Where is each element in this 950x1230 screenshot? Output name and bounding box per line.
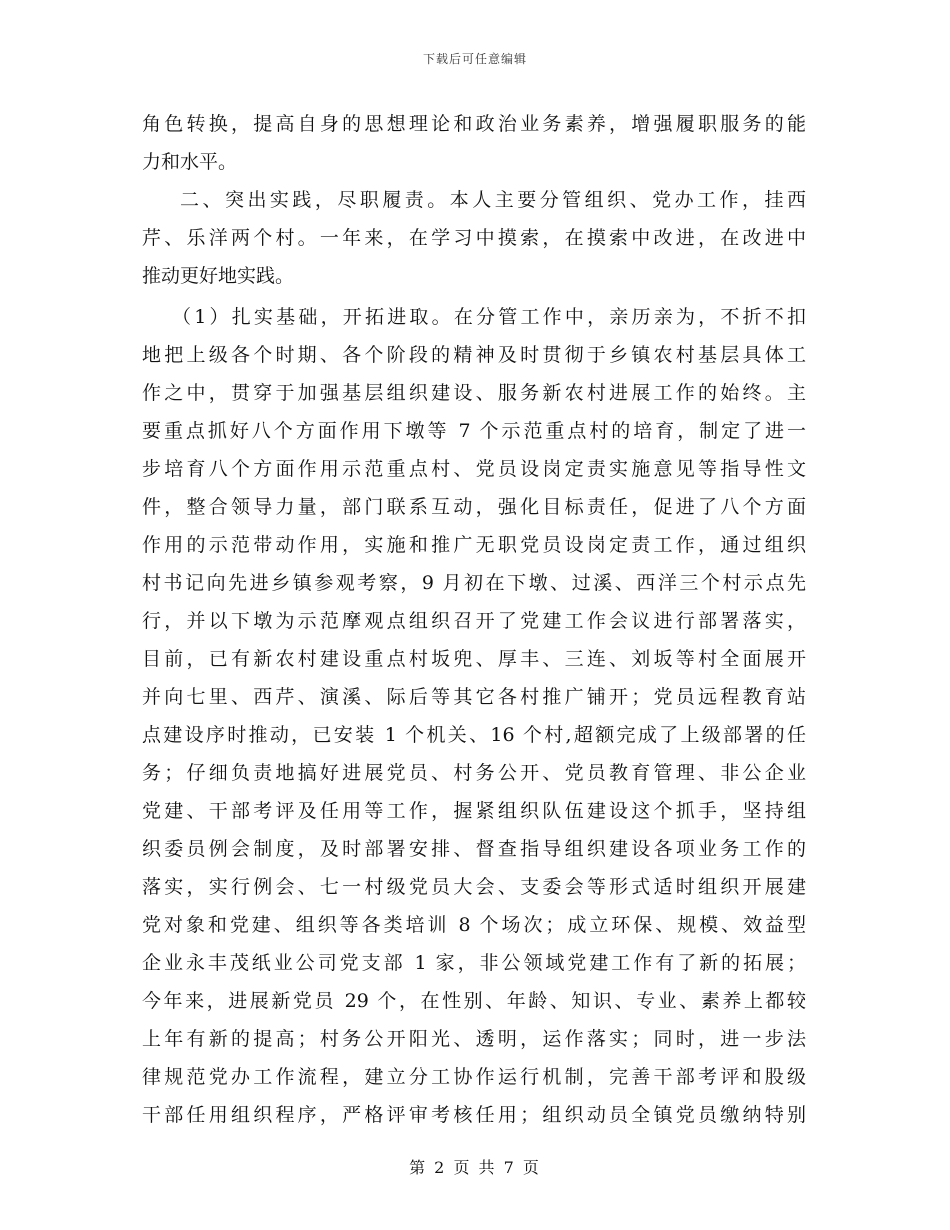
text-line: 芹、乐洋两个村。一年来，在学习中摸索，在摸索中改进，在改进中 bbox=[142, 227, 806, 249]
document-body bbox=[142, 105, 806, 1134]
page-number: 第 2 页 共 7 页 bbox=[409, 1158, 541, 1177]
text-line: 村书记向先进乡镇参观考察，9 月初在下墩、过溪、西洋三个村示点先 bbox=[142, 572, 806, 594]
text-line: 角色转换，提高自身的思想理论和政治业务素养，增强履职服务的能 bbox=[142, 113, 806, 135]
text-line: 作之中，贯穿于加强基层组织建设、服务新农村进展工作的始终。主 bbox=[142, 382, 806, 404]
text-line: 党建、干部考评及任用等工作，握紧组织队伍建设这个抓手，坚持组 bbox=[142, 800, 806, 822]
text-line: 目前，已有新农村建设重点村坂兜、厚丰、三连、刘坂等村全面展开 bbox=[142, 648, 806, 670]
text-line: 地把上级各个时期、各个阶段的精神及时贯彻于乡镇农村基层具体工 bbox=[142, 344, 806, 366]
page-header: 下载后可任意编辑 bbox=[422, 52, 527, 66]
text-line: 织委员例会制度，及时部署安排、督查指导组织建设各项业务工作的 bbox=[142, 838, 806, 860]
text-line: 力和水平。 bbox=[142, 151, 238, 173]
text-line: 件，整合领导力量，部门联系互动，强化目标责任，促进了八个方面 bbox=[142, 496, 806, 518]
text-line: 务；仔细负责地搞好进展党员、村务公开、党员教育管理、非公企业 bbox=[142, 762, 806, 784]
text-line: 行，并以下墩为示范摩观点组织召开了党建工作会议进行部署落实， bbox=[142, 610, 806, 632]
text-line: 二、突出实践，尽职履责。本人主要分管组织、党办工作，挂西 bbox=[180, 189, 806, 211]
text-line: 并向七里、西芹、演溪、际后等其它各村推广铺开；党员远程教育站 bbox=[142, 686, 806, 708]
text-line: 上年有新的提高；村务公开阳光、透明，运作落实；同时，进一步法 bbox=[142, 1028, 806, 1050]
text-line: 推动更好地实践。 bbox=[142, 265, 295, 287]
text-line: 律规范党办工作流程，建立分工协作运行机制，完善干部考评和股级 bbox=[142, 1066, 806, 1088]
text-line: 落实，实行例会、七一村级党员大会、支委会等形式适时组织开展建 bbox=[142, 876, 806, 898]
text-line: 要重点抓好八个方面作用下墩等 7 个示范重点村的培育，制定了进一 bbox=[142, 420, 806, 442]
text-line: 党对象和党建、组织等各类培训 8 个场次；成立环保、规模、效益型 bbox=[142, 914, 806, 936]
text-line: 企业永丰茂纸业公司党支部 1 家，非公领域党建工作有了新的拓展； bbox=[142, 952, 806, 974]
text-line: 点建设序时推动，已安装 1 个机关、16 个村,超额完成了上级部署的任 bbox=[142, 724, 806, 746]
text-line: 步培育八个方面作用示范重点村、党员设岗定责实施意见等指导性文 bbox=[142, 458, 806, 480]
text-line: （1）扎实基础，开拓进取。在分管工作中，亲历亲为，不折不扣 bbox=[172, 306, 806, 328]
text-line: 今年来，进展新党员 29 个，在性别、年龄、知识、专业、素养上都较 bbox=[142, 990, 806, 1012]
text-line: 干部任用组织程序，严格评审考核任用；组织动员全镇党员缴纳特别 bbox=[142, 1104, 806, 1126]
text-line: 作用的示范带动作用，实施和推广无职党员设岗定责工作，通过组织 bbox=[142, 534, 806, 556]
